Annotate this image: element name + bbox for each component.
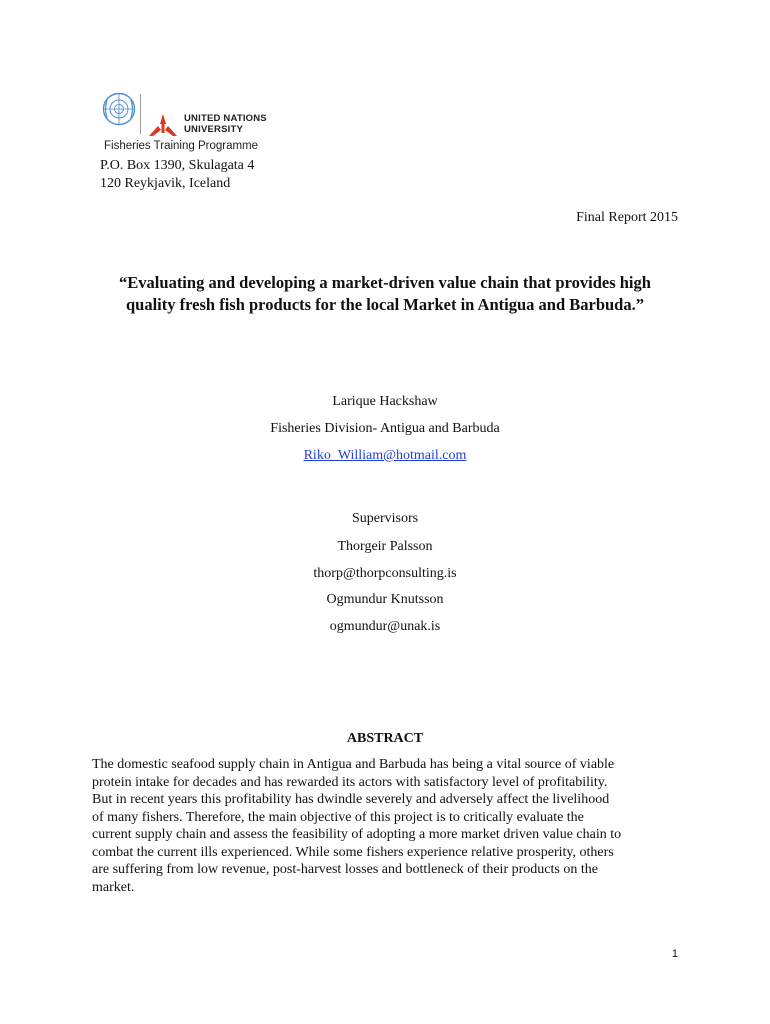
supervisor2-email: ogmundur@unak.is xyxy=(329,619,441,634)
address-line2: 120 Reykjavik, Iceland xyxy=(100,176,231,191)
un-emblem-icon xyxy=(102,92,136,126)
abstract-line: protein intake for decades and has rewarded its actors with satisfactory level of profitability. xyxy=(92,774,608,790)
title-line1: “Evaluating and developing a market-driven value chain that provides high xyxy=(119,273,651,292)
author-name: Larique Hackshaw xyxy=(332,394,438,409)
unu-logo-icon xyxy=(146,112,180,138)
abstract-body xyxy=(92,756,688,896)
abstract-line: But in recent years this profitability has dwindle severely and adversely affect the livelihood xyxy=(92,792,610,807)
author-affiliation: Fisheries Division- Antigua and Barbuda xyxy=(270,421,500,436)
supervisor1-email: thorp@thorpconsulting.is xyxy=(313,566,457,581)
unu-name-line2: UNIVERSITY xyxy=(184,124,244,135)
abstract-line: The domestic seafood supply chain in Antigua and Barbuda has being a vital source of viable xyxy=(92,757,615,772)
title-line2: quality fresh fish products for the local Market in Antigua and Barbuda.” xyxy=(126,295,644,314)
address-line1: P.O. Box 1390, Skulagata 4 xyxy=(100,158,255,173)
unu-name-line1: UNITED NATIONS xyxy=(184,113,267,124)
programme-label: Fisheries Training Programme xyxy=(104,140,259,152)
abstract-line: market. xyxy=(92,879,135,895)
report-title xyxy=(60,272,710,316)
logo-divider xyxy=(140,94,141,134)
abstract-line: are suffering from low revenue, post-harvest losses and bottleneck of their products on the xyxy=(92,862,598,877)
supervisors-heading: Supervisors xyxy=(351,511,419,526)
abstract-heading: ABSTRACT xyxy=(346,731,424,746)
unu-name xyxy=(184,113,267,135)
abstract-line: combat the current ills experienced. While some fishers experience relative prosperity, others xyxy=(92,844,614,860)
abstract-line: current supply chain and assess the feasibility of adopting a more market driven value chain to xyxy=(92,827,622,842)
page-number: 1 xyxy=(671,948,678,960)
supervisor2-name: Ogmundur Knutsson xyxy=(326,592,444,607)
supervisor1-name: Thorgeir Palsson xyxy=(337,539,433,554)
address-block xyxy=(100,157,254,193)
author-email-row xyxy=(0,448,770,464)
author-email-link[interactable]: Riko_William@hotmail.com xyxy=(303,448,467,463)
abstract-line: of many fishers. Therefore, the main objective of this project is to critically evaluate the xyxy=(92,809,584,825)
report-label: Final Report 2015 xyxy=(576,210,678,225)
